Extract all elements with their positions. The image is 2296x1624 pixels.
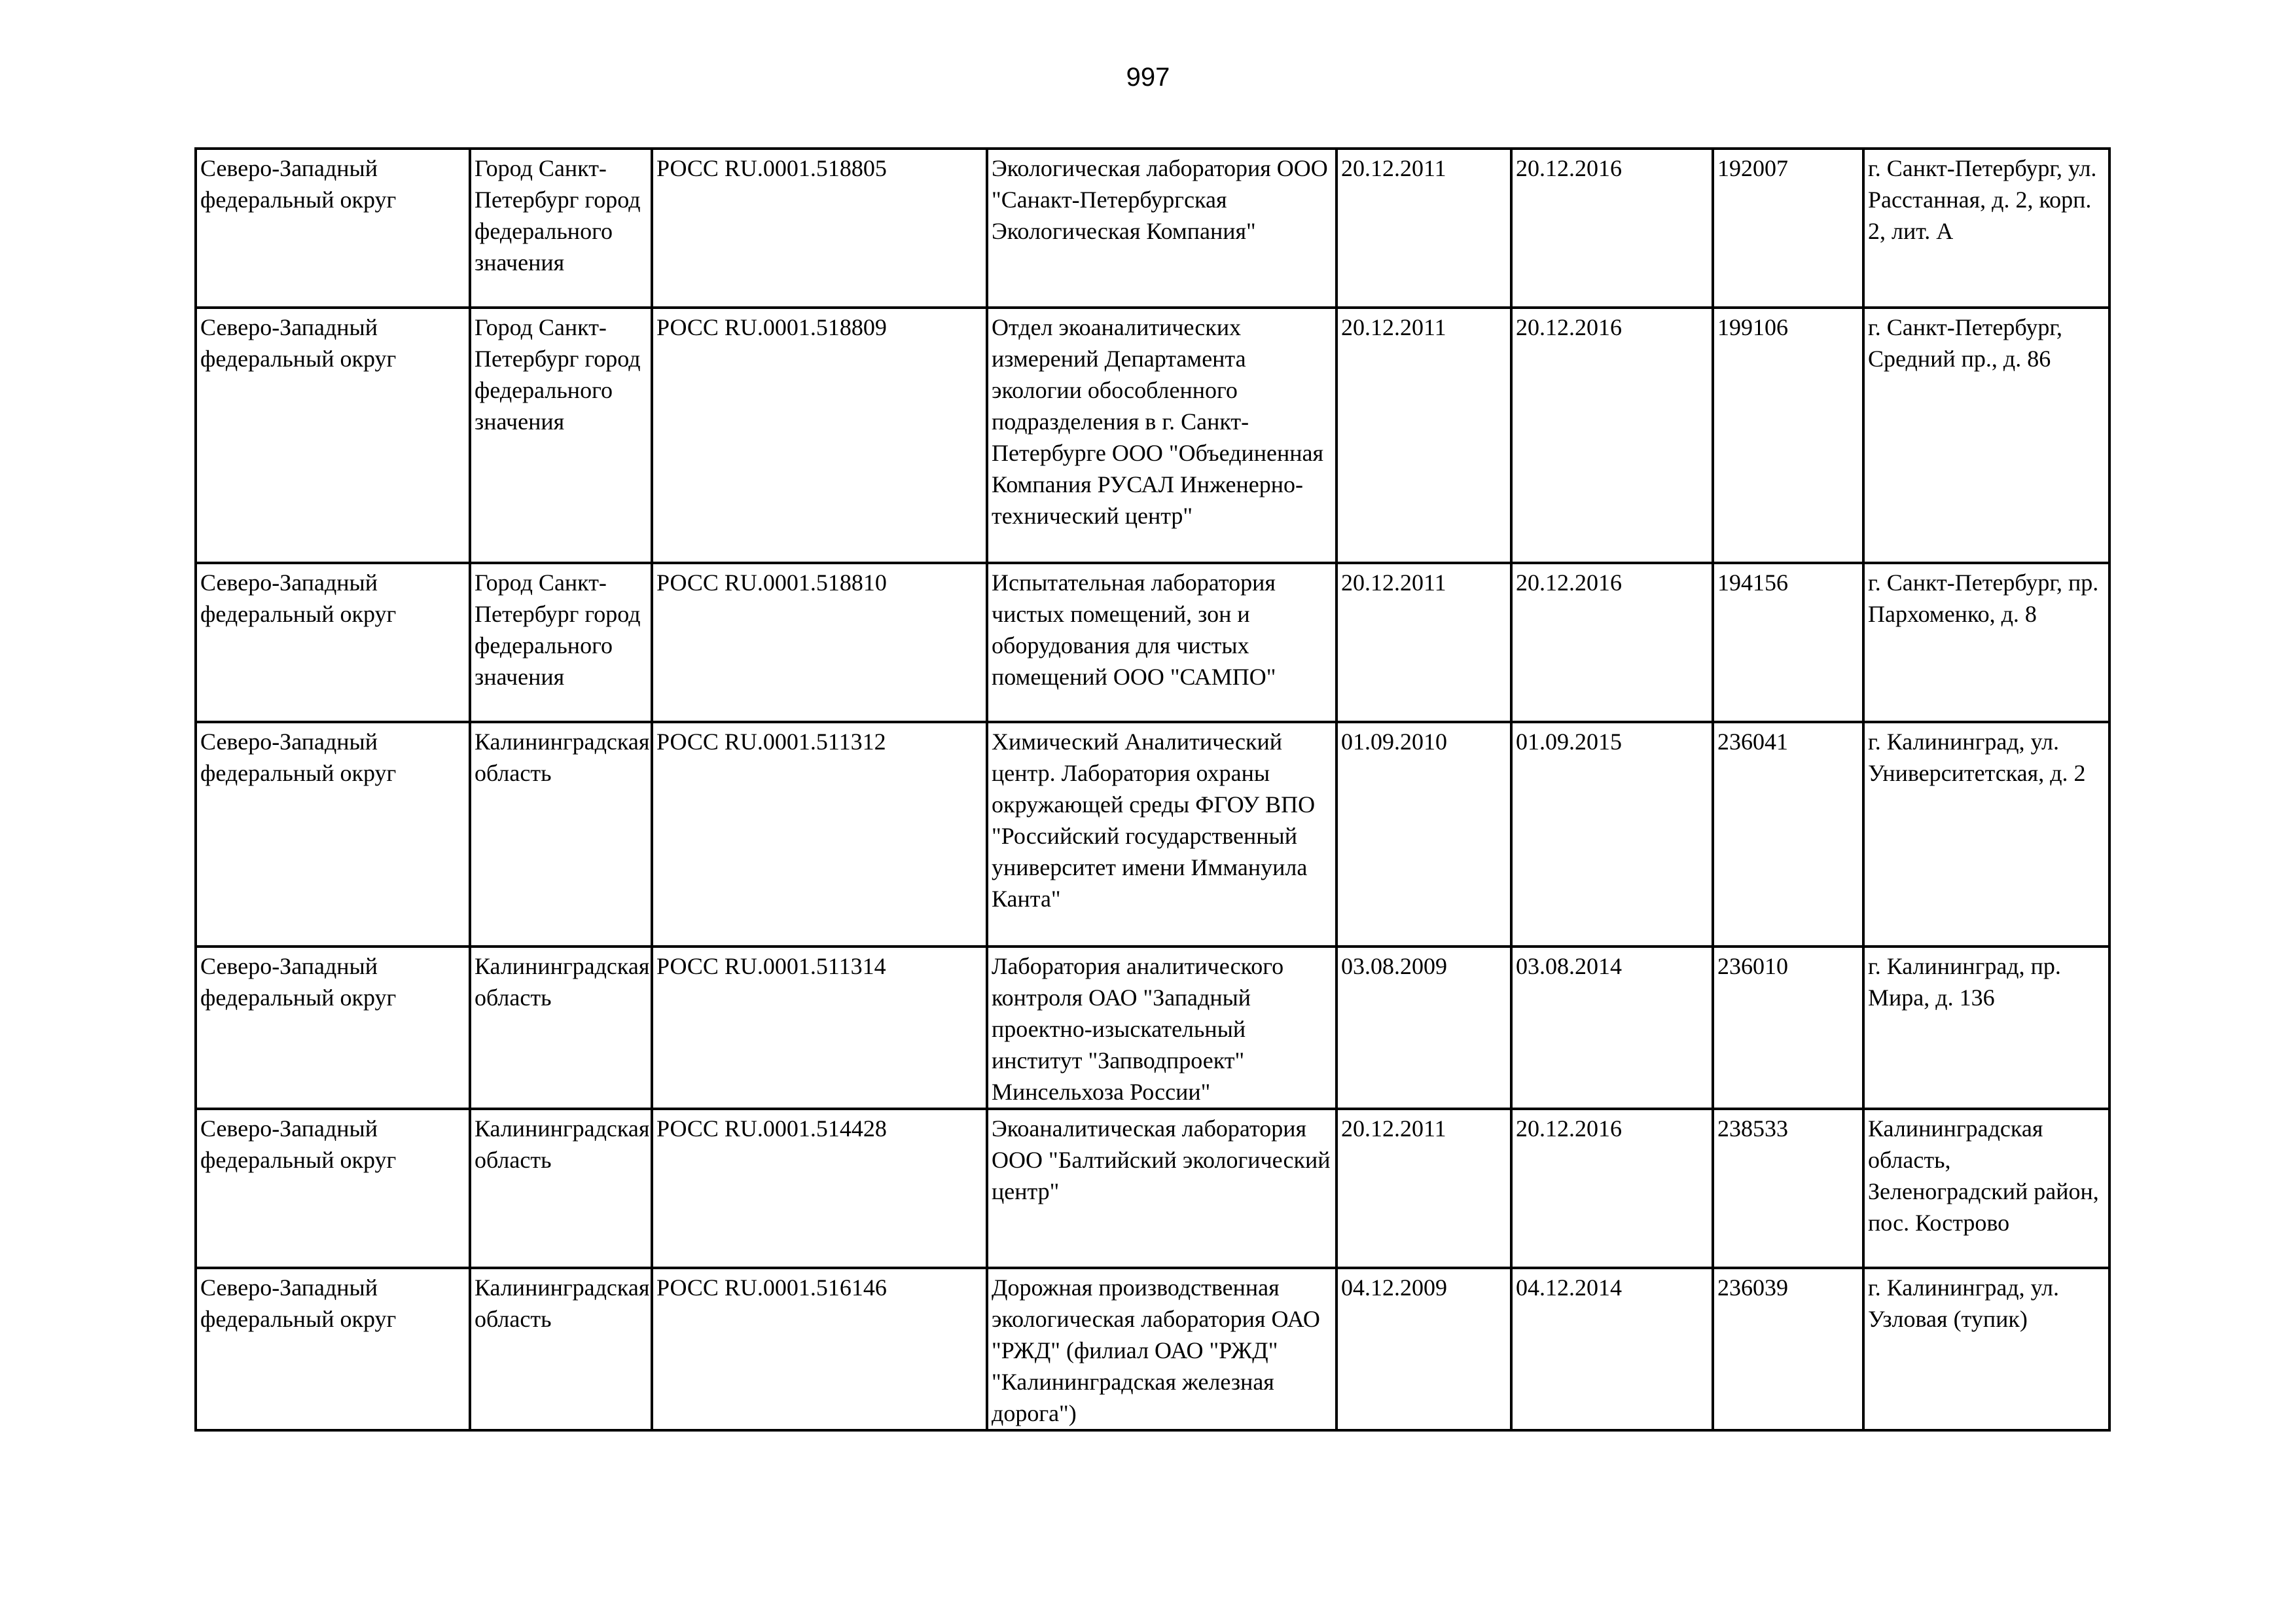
district-cell: Северо-Западный федеральный округ — [196, 1109, 470, 1268]
region-cell: Калининградская область — [470, 947, 652, 1109]
district-cell: Северо-Западный федеральный округ — [196, 308, 470, 563]
table-row — [196, 722, 2109, 947]
table-row — [196, 1109, 2109, 1268]
table-row — [196, 947, 2109, 1109]
district-cell: Северо-Западный федеральный округ — [196, 563, 470, 722]
district-cell: Северо-Западный федеральный округ — [196, 149, 470, 308]
region-cell: Город Санкт-Петербург город федерального значения — [470, 308, 652, 563]
expiry-date-cell: 20.12.2016 — [1511, 308, 1713, 563]
table-row — [196, 149, 2109, 308]
postcode-cell: 238533 — [1713, 1109, 1863, 1268]
address-cell: г. Калининград, ул. Университетская, д. 2 — [1863, 722, 2109, 947]
postcode-cell: 192007 — [1713, 149, 1863, 308]
registration-number-cell: РОСС RU.0001.518810 — [652, 563, 987, 722]
address-cell: Калининградская область, Зеленоградский район, пос. Кострово — [1863, 1109, 2109, 1268]
laboratory-name-cell: Экологическая лаборатория ООО "Санакт-Петербургская Экологическая Компания" — [987, 149, 1336, 308]
accreditation-date-cell: 03.08.2009 — [1336, 947, 1511, 1109]
expiry-date-cell: 20.12.2016 — [1511, 149, 1713, 308]
address-cell: г. Санкт-Петербург, Средний пр., д. 86 — [1863, 308, 2109, 563]
expiry-date-cell: 03.08.2014 — [1511, 947, 1713, 1109]
page-number: 997 — [1126, 63, 1170, 92]
region-cell: Город Санкт-Петербург город федерального значения — [470, 149, 652, 308]
registration-number-cell: РОСС RU.0001.511314 — [652, 947, 987, 1109]
table-row — [196, 563, 2109, 722]
accreditation-date-cell: 20.12.2011 — [1336, 1109, 1511, 1268]
accreditation-date-cell: 20.12.2011 — [1336, 308, 1511, 563]
postcode-cell: 199106 — [1713, 308, 1863, 563]
registration-number-cell: РОСС RU.0001.514428 — [652, 1109, 987, 1268]
postcode-cell: 236041 — [1713, 722, 1863, 947]
laboratory-name-cell: Экоаналитическая лаборатория ООО "Балтийский экологический центр" — [987, 1109, 1336, 1268]
region-cell: Калининградская область — [470, 722, 652, 947]
table-row — [196, 1268, 2109, 1430]
accreditation-date-cell: 20.12.2011 — [1336, 563, 1511, 722]
laboratory-name-cell: Испытательная лаборатория чистых помещений, зон и оборудования для чистых помещений ООО "САМПО" — [987, 563, 1336, 722]
accreditation-date-cell: 01.09.2010 — [1336, 722, 1511, 947]
laboratory-name-cell: Отдел экоаналитических измерений Департамента экологии обособленного подразделения в г. Санкт-Петербурге ООО "Объединенная Компания РУСАЛ Инженерно-технический центр" — [987, 308, 1336, 563]
postcode-cell: 236010 — [1713, 947, 1863, 1109]
address-cell: г. Санкт-Петербург, пр. Пархоменко, д. 8 — [1863, 563, 2109, 722]
address-cell: г. Санкт-Петербург, ул. Расстанная, д. 2, корп. 2, лит. А — [1863, 149, 2109, 308]
registration-number-cell: РОСС RU.0001.518809 — [652, 308, 987, 563]
laboratory-name-cell: Дорожная производственная экологическая лаборатория ОАО "РЖД" (филиал ОАО "РЖД" "Калининградская железная дорога") — [987, 1268, 1336, 1430]
expiry-date-cell: 20.12.2016 — [1511, 563, 1713, 722]
expiry-date-cell: 01.09.2015 — [1511, 722, 1713, 947]
district-cell: Северо-Западный федеральный округ — [196, 947, 470, 1109]
registration-number-cell: РОСС RU.0001.516146 — [652, 1268, 987, 1430]
expiry-date-cell: 04.12.2014 — [1511, 1268, 1713, 1430]
postcode-cell: 194156 — [1713, 563, 1863, 722]
registration-number-cell: РОСС RU.0001.511312 — [652, 722, 987, 947]
laboratory-name-cell: Лаборатория аналитического контроля ОАО "Западный проектно-изыскательный институт "Запводпроект" Минсельхоза России" — [987, 947, 1336, 1109]
region-cell: Калининградская область — [470, 1268, 652, 1430]
region-cell: Калининградская область — [470, 1109, 652, 1268]
table-row — [196, 308, 2109, 563]
accreditation-date-cell: 04.12.2009 — [1336, 1268, 1511, 1430]
laboratory-name-cell: Химический Аналитический центр. Лаборатория охраны окружающей среды ФГОУ ВПО "Российский государственный университет имени Иммануила Канта" — [987, 722, 1336, 947]
address-cell: г. Калининград, пр. Мира, д. 136 — [1863, 947, 2109, 1109]
accreditation-date-cell: 20.12.2011 — [1336, 149, 1511, 308]
postcode-cell: 236039 — [1713, 1268, 1863, 1430]
district-cell: Северо-Западный федеральный округ — [196, 1268, 470, 1430]
region-cell: Город Санкт-Петербург город федерального значения — [470, 563, 652, 722]
address-cell: г. Калининград, ул. Узловая (тупик) — [1863, 1268, 2109, 1430]
district-cell: Северо-Западный федеральный округ — [196, 722, 470, 947]
laboratory-registry-table — [194, 147, 2111, 1432]
registration-number-cell: РОСС RU.0001.518805 — [652, 149, 987, 308]
expiry-date-cell: 20.12.2016 — [1511, 1109, 1713, 1268]
